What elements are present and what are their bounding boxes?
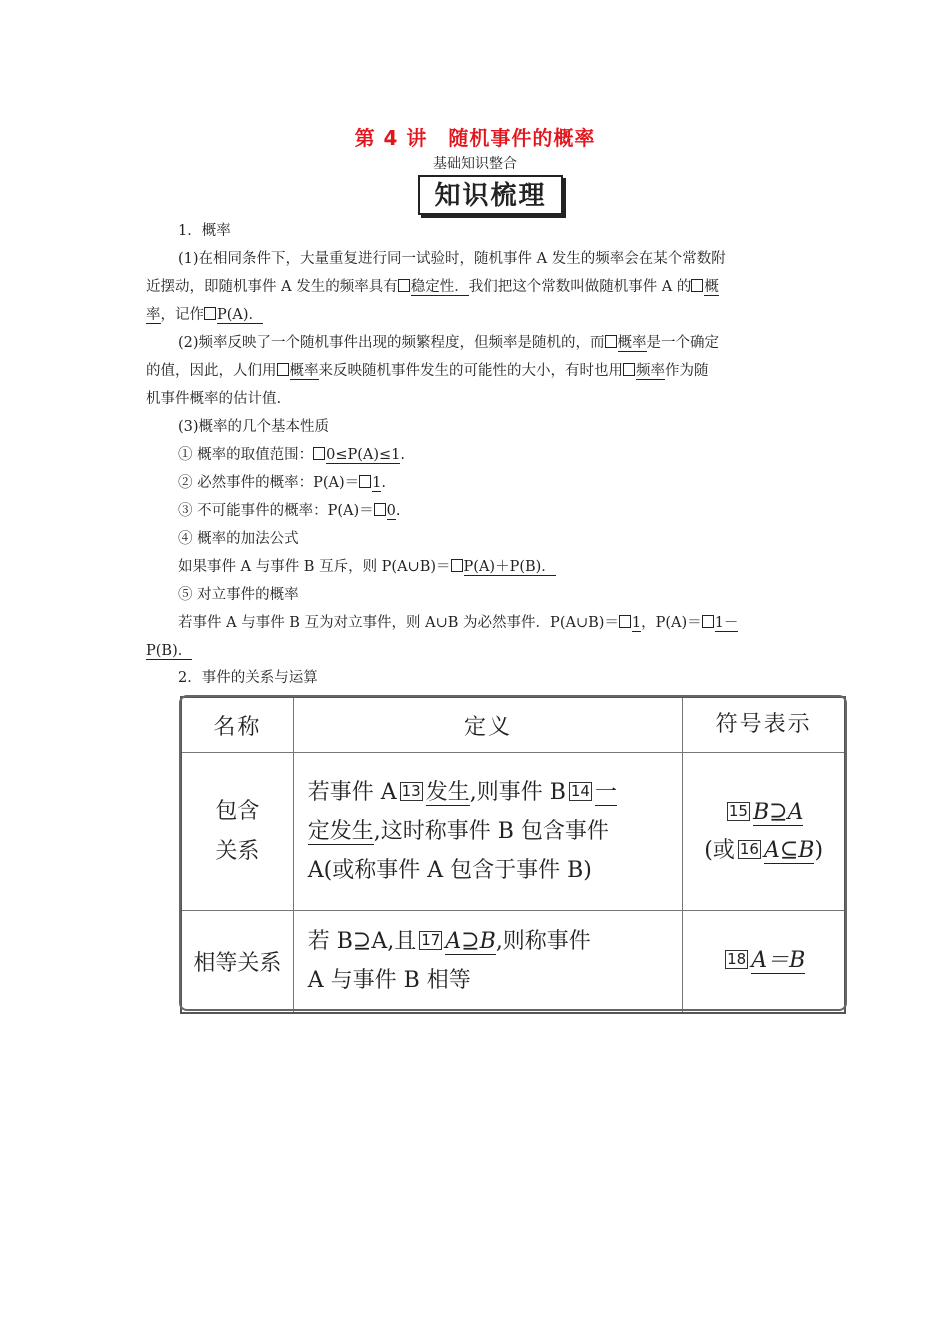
blank-box-icon [313, 447, 325, 460]
answer-blank: 0 [386, 503, 396, 519]
blank-box-icon [398, 279, 410, 292]
answer-blank: 1－ [714, 615, 739, 631]
table-header-row [181, 697, 845, 753]
blank-box-icon [623, 363, 635, 376]
blank-box-icon [605, 335, 617, 348]
property-item: 若事件 A 与事件 B 互为对立事件，则 A∪B 为必然事件．P(A∪B)＝ 1，P(A)＝ 1－ [178, 615, 739, 631]
blank-box-icon [691, 279, 703, 292]
relation-name: 包含 关系 [181, 753, 293, 911]
paragraph-line: (2)频率反映了一个随机事件出现的频繁程度，但频率是随机的，而 概率是一个确定 [178, 335, 720, 351]
answer-blank: 概率 [289, 363, 319, 379]
relation-definition: 若 B⊇A,且 17 A⊇B,则称事件 A 与事件 B 相等 [293, 911, 683, 1013]
heading-relations: 2．事件的关系与运算 [178, 670, 318, 686]
property-item: ② 必然事件的概率：P(A)＝ 1. [178, 475, 386, 491]
blank-box-icon [374, 503, 386, 516]
relation-definition: 若事件 A 13 发生,则事件 B 14 一 定发生,这时称事件 B 包含事件 A(或称事件 A 包含于事件 B) [293, 753, 683, 911]
answer-blank: 0≤P(A)≤1 [326, 447, 401, 463]
blank-box-icon [359, 475, 371, 488]
heading-probability: 1．概率 [178, 223, 231, 239]
column-header: 符号表示 [683, 697, 845, 753]
answer-blank: 频率 [636, 363, 665, 379]
blank-number: 13 [401, 782, 421, 800]
property-item: ④ 概率的加法公式 [178, 531, 299, 547]
answer-blank: 概 [704, 279, 719, 295]
section-banner: 知识梳理 [418, 175, 563, 215]
paragraph-line: (1)在相同条件下，大量重复进行同一试验时，随机事件 A 发生的频率会在某个常数附 [178, 251, 726, 267]
table-row [181, 753, 845, 911]
column-header: 定义 [293, 697, 683, 753]
blank-number: 18 [727, 950, 747, 969]
answer-blank: 率 [146, 307, 161, 323]
paragraph-line: 率，记作 P(A)． [146, 307, 264, 323]
subheading: (3)概率的几个基本性质 [178, 419, 330, 435]
property-item [146, 641, 810, 661]
column-header: 名称 [181, 697, 293, 753]
answer-blank: P(B)． [146, 643, 193, 659]
blank-box-icon [619, 615, 631, 628]
blank-box-icon [277, 363, 289, 376]
paragraph-line: 的值，因此，人们用 概率来反映随机事件发生的可能性的大小，有时也用 频率作为随 [146, 363, 709, 379]
answer-blank: 概率 [617, 335, 647, 351]
page-title: 第 4 讲 随机事件的概率 [354, 126, 596, 150]
property-item: 如果事件 A 与事件 B 互斥，则 P(A∪B)＝ P(A)＋P(B)． [178, 559, 556, 575]
blank-number: 17 [421, 931, 441, 950]
blank-box-icon [702, 615, 714, 628]
relation-symbol: 18 A＝B [683, 911, 845, 1013]
answer-blank: 1 [372, 475, 382, 491]
table-row [181, 911, 845, 1013]
section-subtitle: 基础知识整合 [433, 156, 517, 172]
relation-symbol: 15 B⊇A (或 16 A⊆B) [683, 753, 845, 911]
answer-blank: P(A)． [217, 307, 264, 323]
property-item: ① 概率的取值范围： 0≤P(A)≤1. [178, 447, 406, 463]
blank-box-icon [451, 559, 463, 572]
answer-blank: 稳定性． [410, 279, 469, 295]
relations-table [180, 696, 846, 1014]
relation-name: 相等关系 [181, 911, 293, 1013]
blank-number: 15 [728, 801, 748, 820]
paragraph-line: 近摆动，即随机事件 A 发生的频率具有 稳定性．我们把这个常数叫做随机事件 A 的 概 [146, 279, 719, 295]
answer-blank: 1 [631, 615, 642, 631]
blank-number: 14 [570, 782, 590, 800]
property-item: ⑤ 对立事件的概率 [178, 587, 299, 603]
paragraph-line: 机事件概率的估计值. [146, 391, 282, 407]
blank-box-icon [204, 307, 216, 320]
blank-number: 16 [739, 839, 759, 858]
answer-blank: P(A)＋P(B)． [463, 559, 556, 575]
property-item: ③ 不可能事件的概率：P(A)＝ 0. [178, 503, 401, 519]
